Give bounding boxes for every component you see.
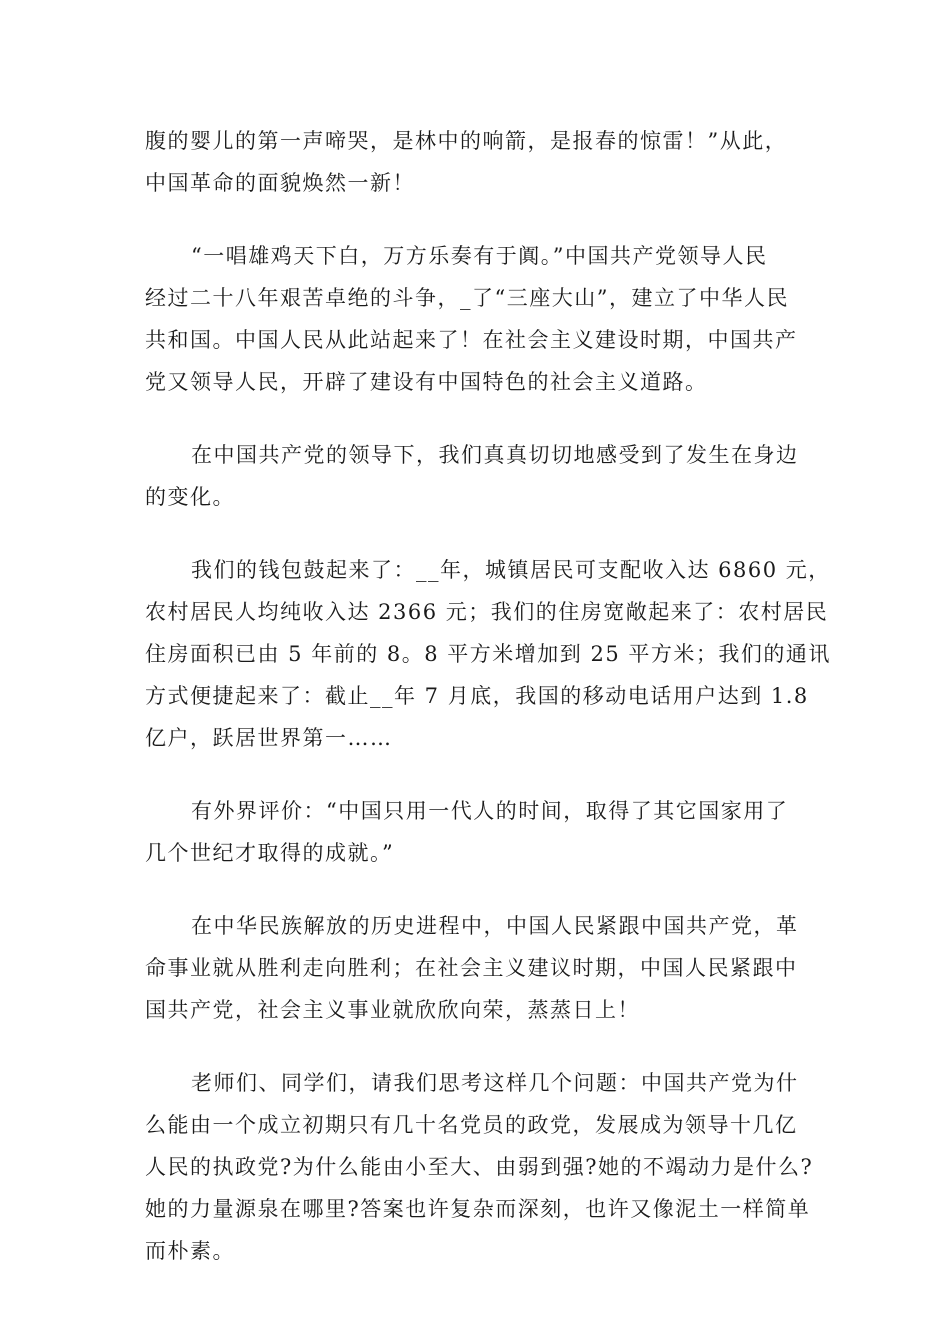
paragraph-line: 的变化。 — [145, 485, 235, 509]
paragraph-line: 国共产党，社会主义事业就欣欣向荣，蒸蒸日上！ — [145, 998, 640, 1022]
paragraph-line: 有外界评价：“中国只用一代人的时间，取得了其它国家用了 — [191, 799, 789, 823]
paragraph-line: 在中华民族解放的历史进程中，中国人民紧跟中国共产党，革 — [191, 914, 799, 938]
paragraph-line: 么能由一个成立初期只有几十名党员的政党，发展成为领导十几亿 — [145, 1113, 798, 1137]
paragraph-line: 人民的执政党?为什么能由小至大、由弱到强?她的不竭动力是什么? — [145, 1155, 814, 1179]
paragraph — [145, 905, 810, 1031]
paragraph-line: 经过二十八年艰苦卓绝的斗争，_了“三座大山”，建立了中华人民 — [145, 286, 789, 310]
paragraph — [145, 235, 810, 403]
paragraph-line: 农村居民人均纯收入达 2366 元；我们的住房宽敞起来了：农村居民 — [145, 600, 829, 624]
paragraph-line: 党又领导人民，开辟了建设有中国特色的社会主义道路。 — [145, 370, 708, 394]
paragraph — [145, 434, 810, 518]
paragraph-line: 命事业就从胜利走向胜利；在社会主义建议时期，中国人民紧跟中 — [145, 956, 798, 980]
paragraph-line: “一唱雄鸡天下白，万方乐奏有于阗。”中国共产党领导人民 — [191, 244, 768, 268]
paragraph-line: 几个世纪才取得的成就。” — [145, 841, 395, 865]
document-body — [145, 120, 831, 1303]
paragraph-line: 在中国共产党的领导下，我们真真切切地感受到了发生在身边 — [191, 443, 799, 467]
paragraph-line: 共和国。中国人民从此站起来了！在社会主义建设时期，中国共产 — [145, 328, 798, 352]
paragraph — [145, 1062, 814, 1272]
paragraph-line: 我们的钱包鼓起来了：__年，城镇居民可支配收入达 6860 元， — [191, 558, 831, 582]
paragraph-line: 腹的婴儿的第一声啼哭，是林中的响箭，是报春的惊雷！”从此， — [145, 129, 788, 153]
paragraph-line: 中国革命的面貌焕然一新！ — [145, 171, 415, 195]
paragraph-line: 亿户，跃居世界第一…… — [145, 726, 393, 750]
paragraph — [145, 790, 810, 874]
paragraph-line: 她的力量源泉在哪里?答案也许复杂而深刻，也许又像泥土一样简单 — [145, 1197, 811, 1221]
paragraph-line: 老师们、同学们，请我们思考这样几个问题：中国共产党为什 — [191, 1071, 799, 1095]
paragraph — [145, 120, 810, 204]
paragraph-line: 住房面积已由 5 年前的 8。8 平方米增加到 25 平方米；我们的通讯 — [145, 642, 831, 666]
paragraph-line: 而朴素。 — [145, 1239, 235, 1263]
paragraph-line: 方式便捷起来了：截止__年 7 月底，我国的移动电话用户达到 1.8 — [145, 684, 809, 708]
paragraph — [145, 549, 831, 759]
